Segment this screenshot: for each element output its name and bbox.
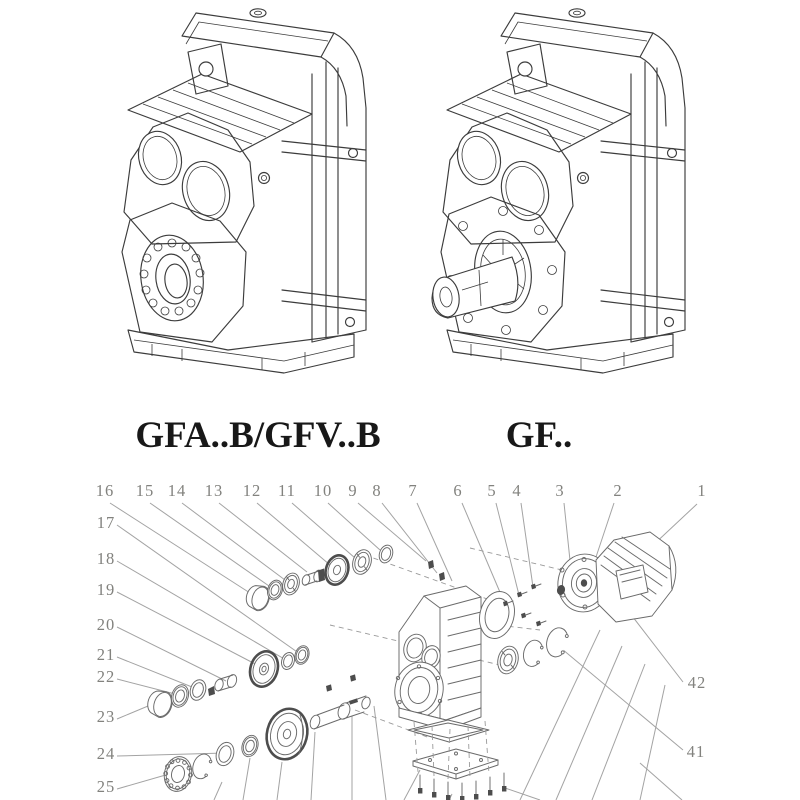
upper-bores — [443, 113, 589, 244]
motor-assembly — [553, 532, 675, 622]
eye-plate — [188, 44, 228, 94]
bearing — [495, 644, 521, 676]
callout-2: 2 — [613, 481, 623, 500]
bottom-cover-assembly — [408, 720, 506, 800]
gearbox-iso-drawing-right — [430, 9, 685, 373]
end-cap — [144, 687, 175, 720]
seal — [293, 644, 312, 666]
callout-17: 17 — [96, 513, 116, 532]
callout-25: 25 — [96, 777, 116, 796]
cover-plate — [413, 749, 498, 779]
callout-41: 41 — [686, 742, 706, 761]
output-bearing-face — [122, 203, 246, 342]
motor-body — [596, 532, 676, 622]
base-feet — [128, 330, 354, 373]
bolt — [439, 572, 445, 581]
base-feet — [447, 330, 673, 373]
callout-15: 15 — [135, 481, 155, 500]
callout-20: 20 — [96, 615, 116, 634]
ring — [279, 651, 296, 671]
rear-column — [282, 33, 366, 342]
model-label-left: GFA..B/GFV..B — [135, 415, 381, 456]
caged-bearing — [161, 754, 195, 794]
top-beam — [501, 9, 653, 57]
rear-column — [601, 33, 685, 342]
callout-11: 11 — [278, 481, 296, 500]
input-pinion — [301, 569, 325, 587]
callout-19: 19 — [96, 580, 116, 599]
callout-14: 14 — [167, 481, 187, 500]
snap-ring — [190, 752, 214, 781]
snap-ring — [544, 626, 570, 659]
callout-3: 3 — [555, 481, 565, 500]
exploded-parts-diagram — [0, 470, 800, 800]
ring — [213, 740, 237, 768]
washer — [239, 733, 261, 759]
top-beam — [182, 9, 334, 57]
upper-bores — [124, 113, 270, 244]
callout-23: 23 — [96, 707, 116, 726]
callout-4: 4 — [512, 481, 522, 500]
callout-22: 22 — [96, 667, 116, 686]
callout-18: 18 — [96, 549, 116, 568]
shim-ring — [377, 543, 395, 564]
ball-bearing — [280, 571, 302, 597]
callout-9: 9 — [348, 481, 358, 500]
callout-1: 1 — [697, 481, 707, 500]
callout-42: 42 — [687, 673, 707, 692]
callout-10: 10 — [313, 481, 333, 500]
callout-5: 5 — [487, 481, 497, 500]
callout-16: 16 — [95, 481, 115, 500]
callout-12: 12 — [242, 481, 262, 500]
input-gear — [322, 552, 352, 587]
callout-24: 24 — [96, 744, 116, 763]
eye-plate — [507, 44, 547, 94]
callout-13: 13 — [204, 481, 224, 500]
callout-7: 7 — [408, 481, 418, 500]
input-shaft-parts — [243, 543, 445, 613]
key — [326, 684, 332, 691]
output-shaft — [308, 696, 371, 730]
callout-6: 6 — [453, 481, 463, 500]
ring — [188, 678, 209, 703]
callout-21: 21 — [96, 645, 116, 664]
output-gear — [261, 704, 312, 763]
snap-ring — [521, 638, 545, 668]
model-label-right: GF.. — [505, 415, 573, 456]
ball-bearing — [350, 547, 375, 577]
intermediate-pinion — [208, 673, 238, 696]
callout-8: 8 — [372, 481, 382, 500]
gearbox-iso-drawing-left — [122, 9, 366, 373]
gear-housing — [390, 586, 481, 730]
key — [350, 674, 356, 681]
